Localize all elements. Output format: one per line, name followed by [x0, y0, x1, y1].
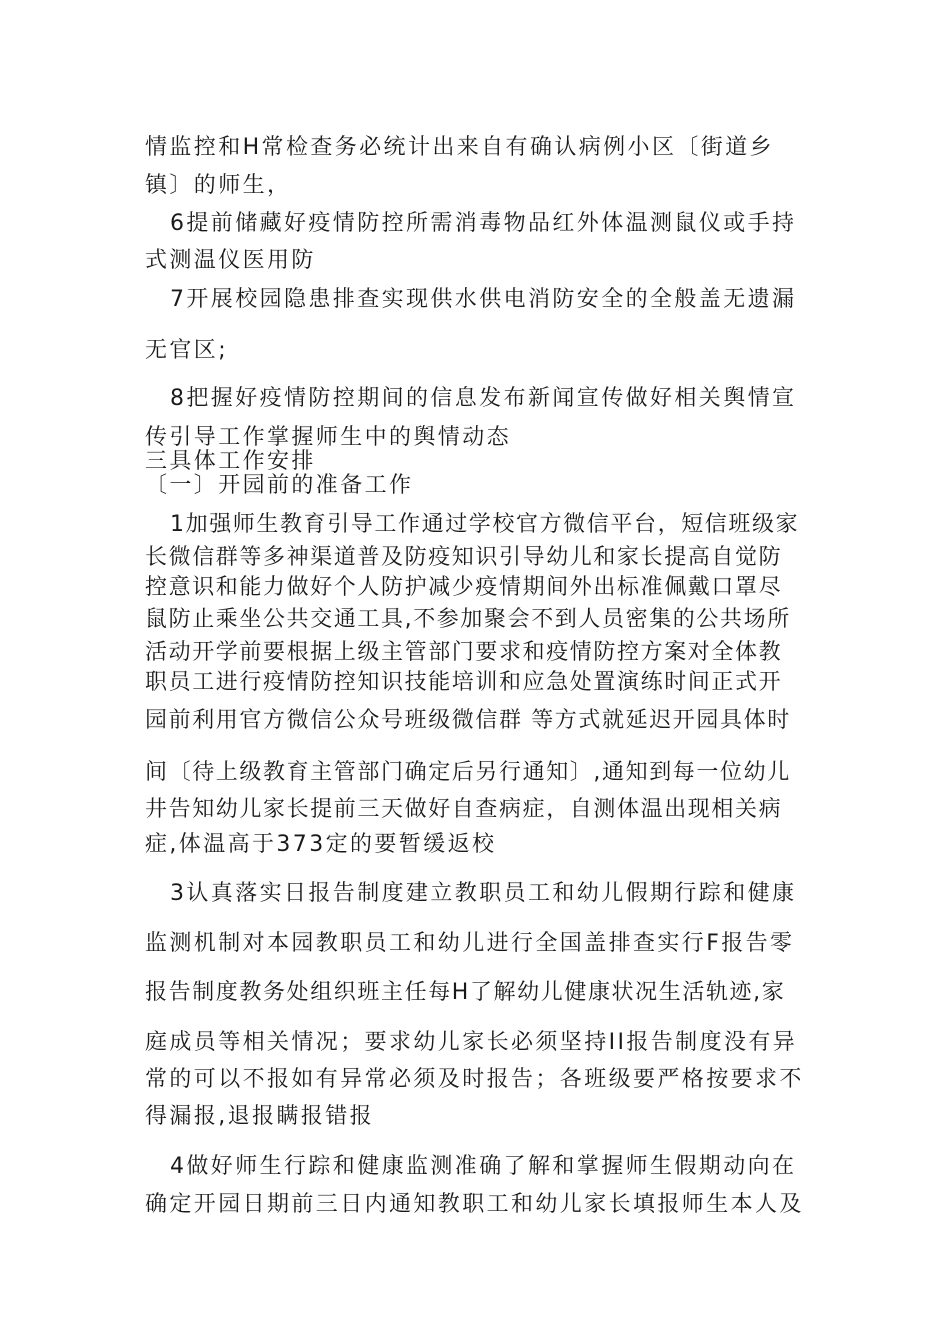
- text-line: 6提前储藏好疫情防控所需消毒物品红外体温测鼠仪或手持: [170, 211, 797, 236]
- text-line: 长微信群等多神渠道普及防疫知识引导幼儿和家长提高自觉防: [145, 545, 783, 570]
- text-line: 得漏报,退报瞒报错报: [145, 1104, 374, 1129]
- text-line: 井告知幼儿家长提前三天做好自查病症，自测体温出现相关病: [145, 797, 783, 822]
- text-line: 活动开学前要根据上级主管部门要求和疫情防控方案对全体教: [145, 640, 783, 665]
- text-line: 无官区;: [145, 338, 229, 363]
- text-line: 镇〕的师生，: [145, 173, 292, 198]
- text-line: 间〔待上级教育主管部门确定后另行通知〕,通知到每一位幼儿: [145, 760, 791, 785]
- text-line: 式测温仪医用防: [145, 248, 316, 273]
- text-line: 常的可以不报如有异常必须及时报告；各班级要严格按要求不: [145, 1067, 804, 1092]
- text-line: 鼠防止乘坐公共交通工具,不参加聚会不到人员密集的公共场所: [145, 607, 791, 632]
- text-line: 症,体温高于373定的要暂缓返校: [145, 832, 497, 857]
- text-line: 控意识和能力做好个人防护减少疫情期间外出标准佩戴口罩尽: [145, 575, 783, 600]
- text-line: 7开展校园隐患排查实现供水供电消防安全的全般盖无遗漏: [170, 287, 797, 312]
- text-line: 情监控和H常检查务必统计出来自有确认病例小区〔街道乡: [145, 135, 774, 160]
- text-line: 监测机制对本园教职员工和幼儿进行全国盖排查实行F报告零: [145, 931, 795, 956]
- text-line: 报告制度教务处组织班主任每H了解幼儿健康状况生活轨迹,家: [145, 980, 786, 1005]
- text-line: 1加强师生教育引导工作通过学校官方微信平台，短信班级家: [170, 512, 800, 537]
- text-line: 3认真落实日报告制度建立教职员工和幼儿假期行踪和健康: [170, 881, 797, 906]
- text-line: 8把握好疫情防控期间的信息发布新闻宣传做好相关舆情宣: [170, 386, 797, 411]
- section-heading: 三具体工作安排: [145, 449, 316, 474]
- text-line: 4做好师生行踪和健康监测准确了解和掌握师生假期动向在: [170, 1154, 797, 1179]
- text-line: 传引导工作掌握师生中的舆情动态: [145, 425, 512, 450]
- text-line: 职员工进行疫情防控知识技能培训和应急处置演练时间正式开: [145, 670, 783, 695]
- text-line: 庭成员等相关情况；要求幼儿家长必须坚持II报告制度没有异: [145, 1030, 798, 1055]
- subsection-heading: 〔一〕开园前的准备工作: [145, 473, 414, 498]
- text-line: 园前利用官方微信公众号班级微信群 等方式就延迟开园具体时: [145, 708, 791, 733]
- text-line: 确定开园日期前三日内通知教职工和幼儿家长填报师生本人及: [145, 1192, 804, 1217]
